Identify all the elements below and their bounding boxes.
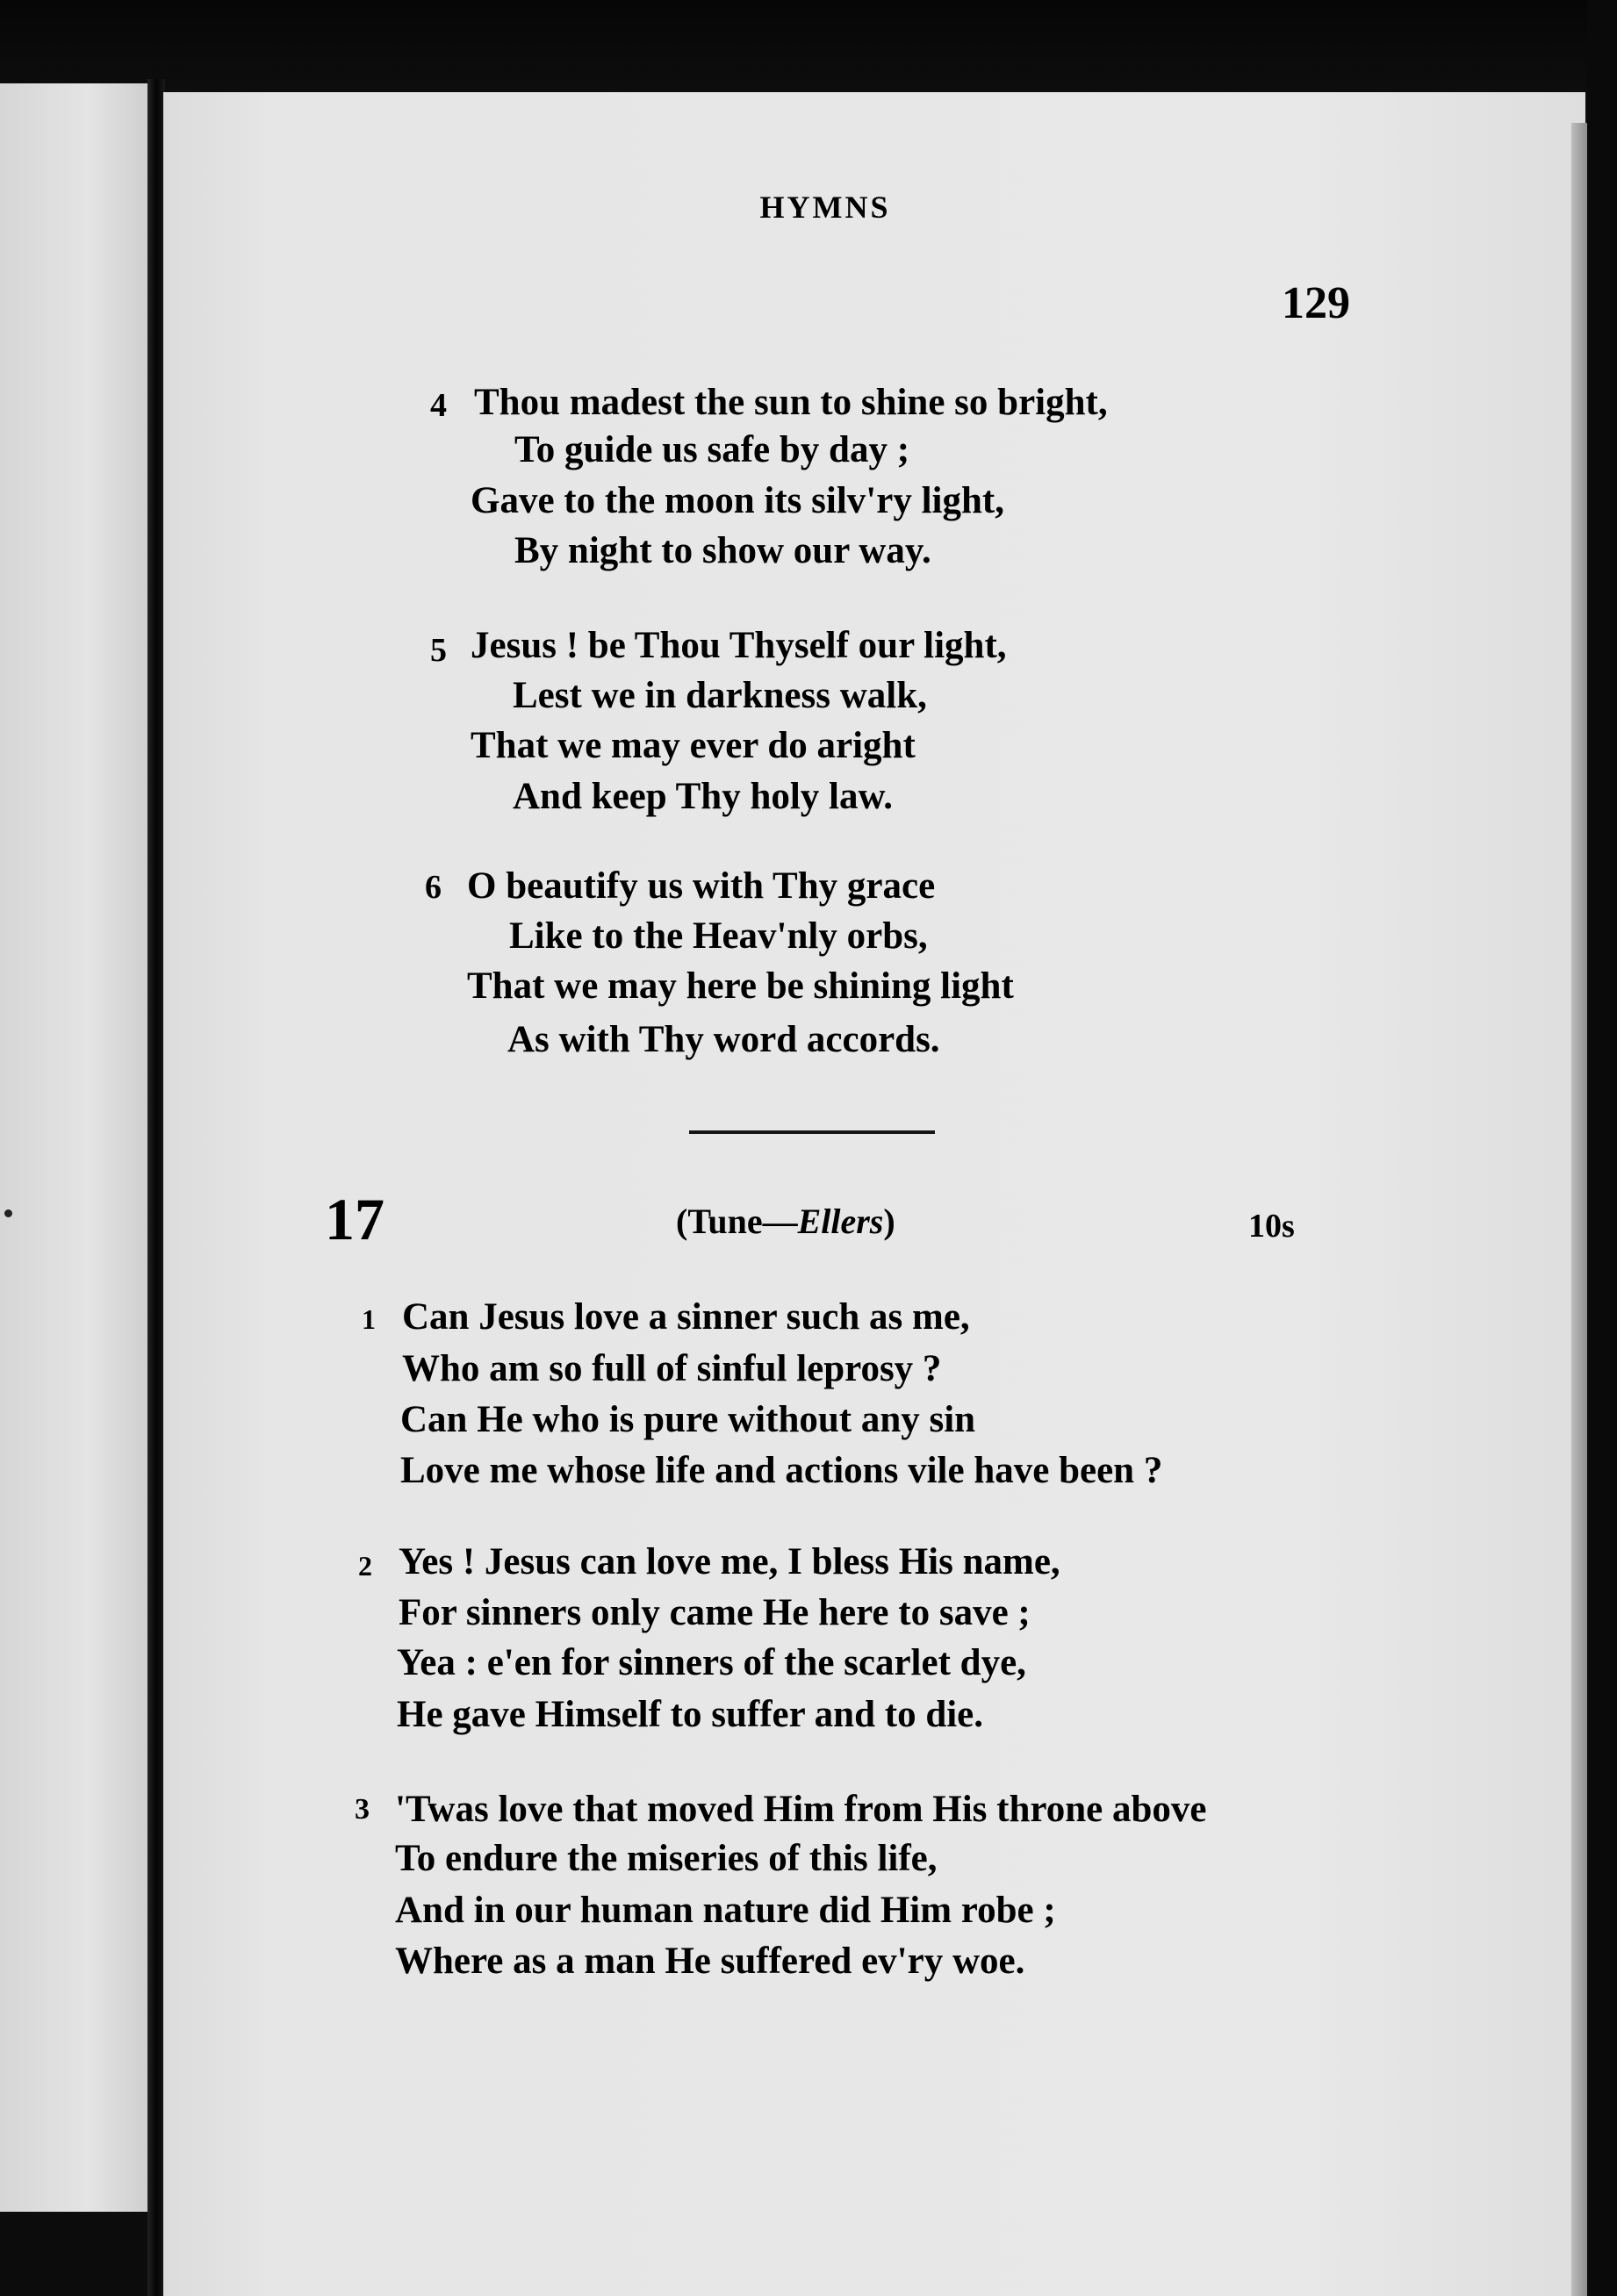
verse-line: Thou madest the sun to shine so bright,: [474, 382, 1108, 423]
verse-line: He gave Himself to suffer and to die.: [397, 1694, 984, 1735]
section-divider: [689, 1130, 935, 1134]
verse-line: To endure the miseries of this life,: [395, 1838, 938, 1879]
verse-number: 2: [358, 1550, 372, 1582]
verse-line: As with Thy word accords.: [507, 1019, 940, 1060]
tune-name: Ellers: [797, 1202, 884, 1241]
verse-line: Yea : e'en for sinners of the scarlet dye,: [397, 1642, 1026, 1683]
verse-number: 4: [430, 387, 447, 424]
tune-suffix: ): [883, 1202, 895, 1241]
tune-prefix: (Tune—: [676, 1202, 798, 1241]
verse-line: And keep Thy holy law.: [513, 776, 893, 817]
verse-line: To guide us safe by day ;: [514, 429, 910, 470]
meter: 10s: [1248, 1208, 1295, 1245]
verse-number: 6: [425, 869, 442, 906]
running-header: HYMNS: [759, 190, 891, 225]
page-fore-edge: [1571, 123, 1587, 2296]
verse-line: Where as a man He suffered ev'ry woe.: [395, 1941, 1025, 1982]
page-number: 129: [1282, 278, 1350, 328]
verse-line: That we may here be shining light: [467, 965, 1014, 1007]
verse-line: Love me whose life and actions vile have been ?: [400, 1450, 1163, 1491]
verse-line: O beautify us with Thy grace: [467, 865, 936, 907]
verse-line: Can He who is pure without any sin: [400, 1399, 976, 1440]
verse-line: Who am so full of sinful leprosy ?: [402, 1348, 942, 1389]
verse-line: Like to the Heav'nly orbs,: [509, 915, 928, 957]
verse-line: That we may ever do aright: [471, 725, 916, 766]
verse-line: Gave to the moon its silv'ry light,: [471, 480, 1004, 521]
verse-number: 3: [355, 1793, 370, 1826]
verse-line: By night to show our way.: [514, 530, 931, 571]
verse-line: For sinners only came He here to save ;: [399, 1592, 1031, 1633]
verse-line: Yes ! Jesus can love me, I bless His name,: [399, 1541, 1060, 1582]
hymn-number: 17: [325, 1186, 384, 1252]
verse-line: Can Jesus love a sinner such as me,: [402, 1296, 970, 1338]
book-gutter: [147, 79, 165, 2296]
facing-page-mark: [4, 1209, 12, 1217]
verse-number: 1: [362, 1303, 376, 1335]
verse-line: 'Twas love that moved Him from His throne above: [395, 1789, 1207, 1830]
tune-heading: [676, 1201, 895, 1242]
verse-line: And in our human nature did Him robe ;: [395, 1890, 1056, 1931]
verse-line: Lest we in darkness walk,: [513, 675, 927, 716]
scan-background-right: [1587, 0, 1617, 2296]
verse-line: Jesus ! be Thou Thyself our light,: [471, 625, 1007, 666]
verse-number: 5: [430, 632, 447, 669]
facing-page-edge: [0, 83, 147, 2212]
